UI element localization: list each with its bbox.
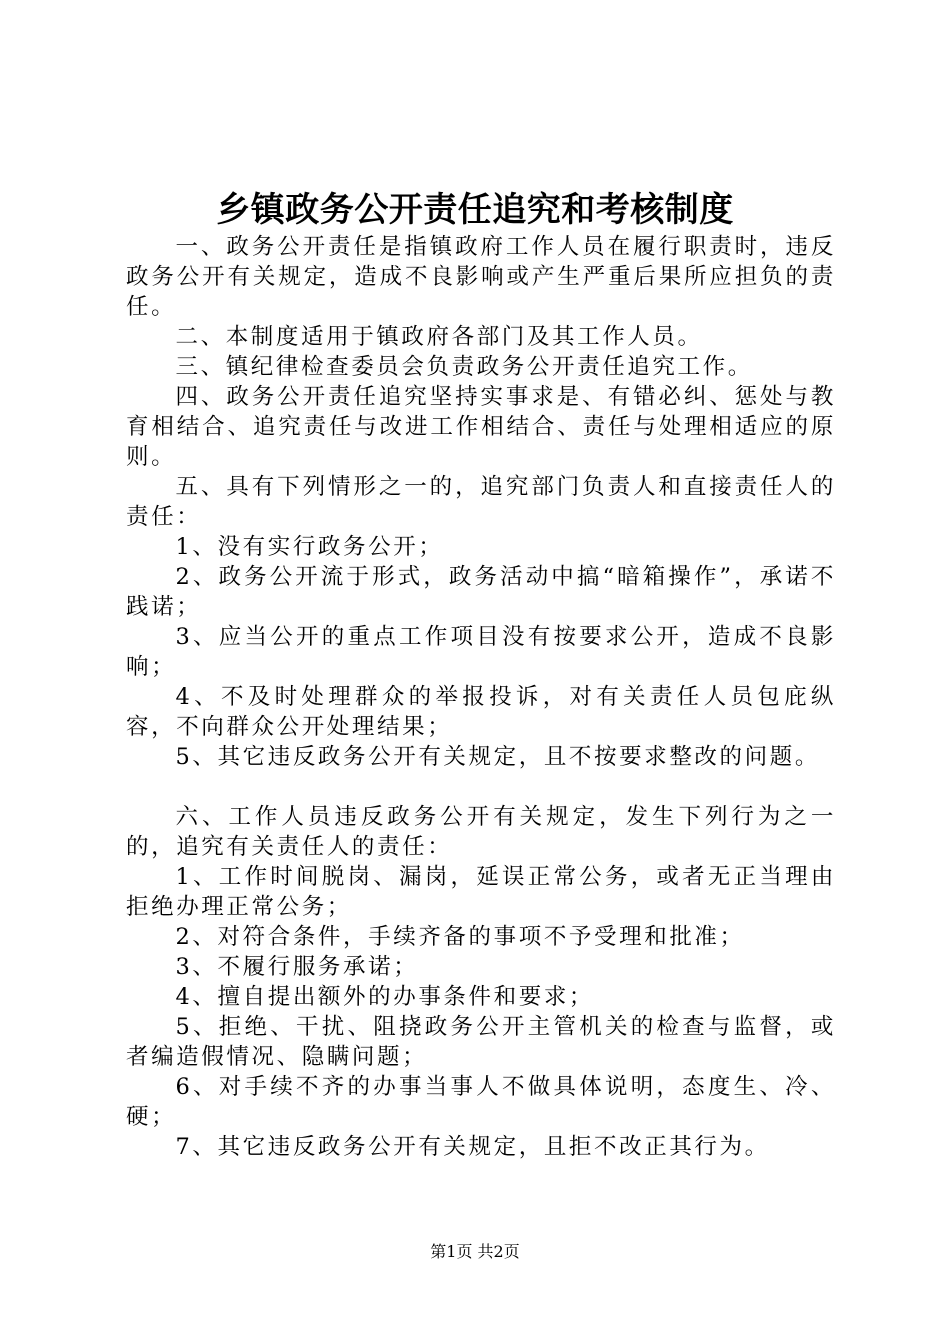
list-item: 5、其它违反政务公开有关规定，且不按要求整改的问题。 — [175, 744, 820, 770]
list-item: 5、拒绝、干扰、阻挠政务公开主管机关的检查与监督，或者编造假情况、隐瞒问题； — [126, 1014, 836, 1070]
list-item: 7、其它违反政务公开有关规定，且拒不改正其行为。 — [175, 1134, 770, 1160]
paragraph-4: 四、政务公开责任追究坚持实事求是、有错必纠、惩处与教育相结合、追究责任与改进工作相结合、责任与处理相适应的原则。 — [126, 384, 836, 470]
paragraph-1: 一、政务公开责任是指镇政府工作人员在履行职责时，违反政务公开有关规定，造成不良影响或产生严重后果所应担负的责任。 — [126, 234, 836, 320]
list-item: 1、没有实行政务公开； — [175, 534, 444, 560]
list-item: 4、擅自提出额外的办事条件和要求； — [175, 984, 595, 1010]
document-body — [126, 232, 836, 1162]
list-item: 2、政务公开流于形式，政务活动中搞“暗箱操作”，承诺不践诺； — [126, 564, 836, 620]
list-item: 2、对符合条件，手续齐备的事项不予受理和批准； — [175, 924, 745, 950]
paragraph-5: 五、具有下列情形之一的，追究部门负责人和直接责任人的责任： — [126, 474, 836, 530]
paragraph-spacer — [126, 772, 836, 802]
list-item: 1、工作时间脱岗、漏岗，延误正常公务，或者无正当理由拒绝办理正常公务； — [126, 864, 836, 920]
page-number-footer: 第1页 共2页 — [430, 1242, 520, 1261]
paragraph-6: 六、工作人员违反政务公开有关规定，发生下列行为之一的，追究有关责任人的责任： — [126, 804, 836, 860]
list-item: 3、不履行服务承诺； — [175, 954, 419, 980]
paragraph-2: 二、本制度适用于镇政府各部门及其工作人员。 — [175, 324, 703, 350]
list-item: 6、对手续不齐的办事当事人不做具体说明，态度生、冷、硬； — [126, 1074, 836, 1130]
paragraph-3: 三、镇纪律检查委员会负责政务公开责任追究工作。 — [175, 354, 753, 380]
list-item: 4、不及时处理群众的举报投诉，对有关责任人员包庇纵容，不向群众公开处理结果； — [126, 684, 836, 740]
document-title: 乡镇政务公开责任追究和考核制度 — [216, 190, 734, 230]
list-item: 3、应当公开的重点工作项目没有按要求公开，造成不良影响； — [126, 624, 836, 680]
